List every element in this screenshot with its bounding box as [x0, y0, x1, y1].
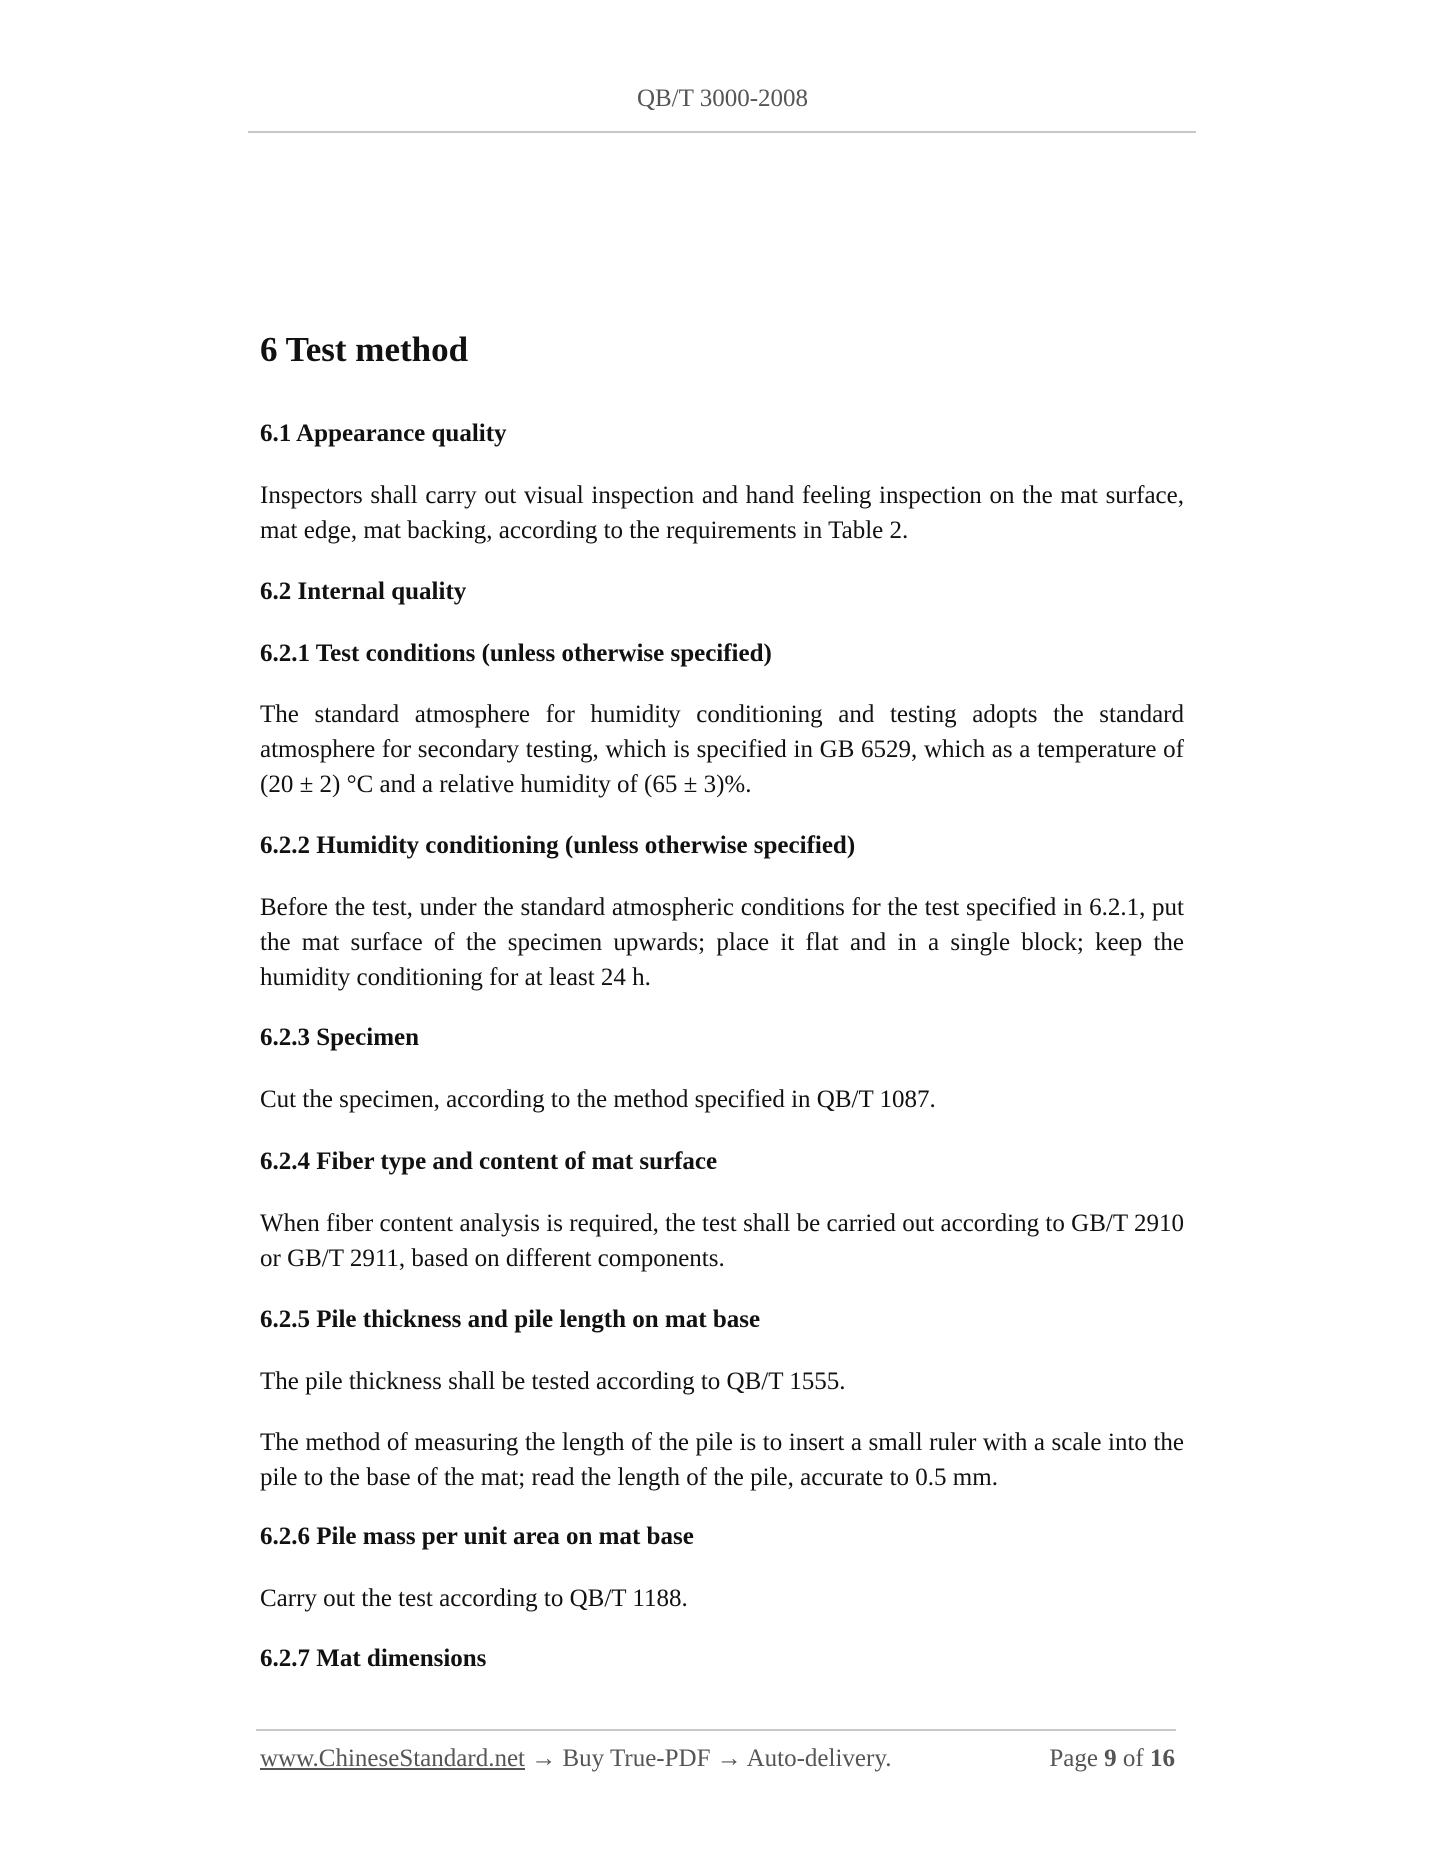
paragraph-6-2-5-a: The pile thickness shall be tested according to QB/T 1555. — [260, 1368, 846, 1395]
arrow-right-icon: → — [716, 1745, 742, 1772]
heading-6-2-7: 6.2.7 Mat dimensions — [260, 1645, 487, 1672]
running-header: QB/T 3000-2008 — [636, 85, 809, 112]
paragraph-6-2-3: Cut the specimen, according to the method specified in QB/T 1087. — [260, 1086, 936, 1113]
footer-divider — [256, 1729, 1176, 1731]
heading-6-1: 6.1 Appearance quality — [260, 420, 507, 447]
paragraph-6-2-5-b: The method of measuring the length of the pile is to insert a small ruler with a scale into the pile to the base of the mat; read the length of the pile, accurate to 0.5 mm. — [260, 1429, 1184, 1491]
heading-6-2-4: 6.2.4 Fiber type and content of mat surface — [260, 1148, 718, 1175]
arrow-right-icon: → — [531, 1745, 557, 1772]
auto-delivery-text: Auto-delivery. — [746, 1745, 892, 1772]
heading-6-2: 6.2 Internal quality — [260, 578, 467, 605]
heading-6-2-5: 6.2.5 Pile thickness and pile length on mat base — [260, 1306, 761, 1333]
paragraph-6-2-2: Before the test, under the standard atmospheric conditions for the test specified in 6.2.1, put the mat surface of the specimen upwards; place it flat and in a single block; keep the humidity conditioning for at least 24 h. — [260, 894, 1184, 991]
heading-6-2-6: 6.2.6 Pile mass per unit area on mat base — [260, 1523, 694, 1550]
page-of: of — [1122, 1745, 1144, 1772]
heading-6-2-3: 6.2.3 Specimen — [260, 1024, 420, 1051]
page-total: 16 — [1150, 1745, 1175, 1772]
website-link[interactable]: www.ChineseStandard.net — [260, 1745, 525, 1772]
paragraph-6-1: Inspectors shall carry out visual inspection and hand feeling inspection on the mat surface, mat edge, mat backing, according to the requirements in Table 2. — [260, 482, 1184, 544]
paragraph-6-2-1: The standard atmosphere for humidity conditioning and testing adopts the standard atmosphere for secondary testing, which is specified in GB 6529, which as a temperature of (20 ± 2) °C and a relative humidity of (65 ± 3)%. — [260, 701, 1184, 798]
heading-6-2-1: 6.2.1 Test conditions (unless otherwise specified) — [260, 640, 772, 667]
page-footer — [260, 1745, 1175, 1773]
page-word: Page — [1049, 1745, 1098, 1772]
page-number — [1049, 1745, 1175, 1773]
paragraph-6-2-6: Carry out the test according to QB/T 1188. — [260, 1585, 688, 1612]
paragraph-6-2-4: When fiber content analysis is required, the test shall be carried out according to GB/T 2910 or GB/T 2911, based on different components. — [260, 1210, 1184, 1272]
page-current: 9 — [1104, 1745, 1117, 1772]
heading-6-2-2: 6.2.2 Humidity conditioning (unless otherwise specified) — [260, 832, 856, 859]
section-title: 6 Test method — [260, 330, 469, 369]
header-divider — [248, 131, 1196, 133]
buy-pdf-text: Buy True-PDF — [562, 1745, 711, 1772]
